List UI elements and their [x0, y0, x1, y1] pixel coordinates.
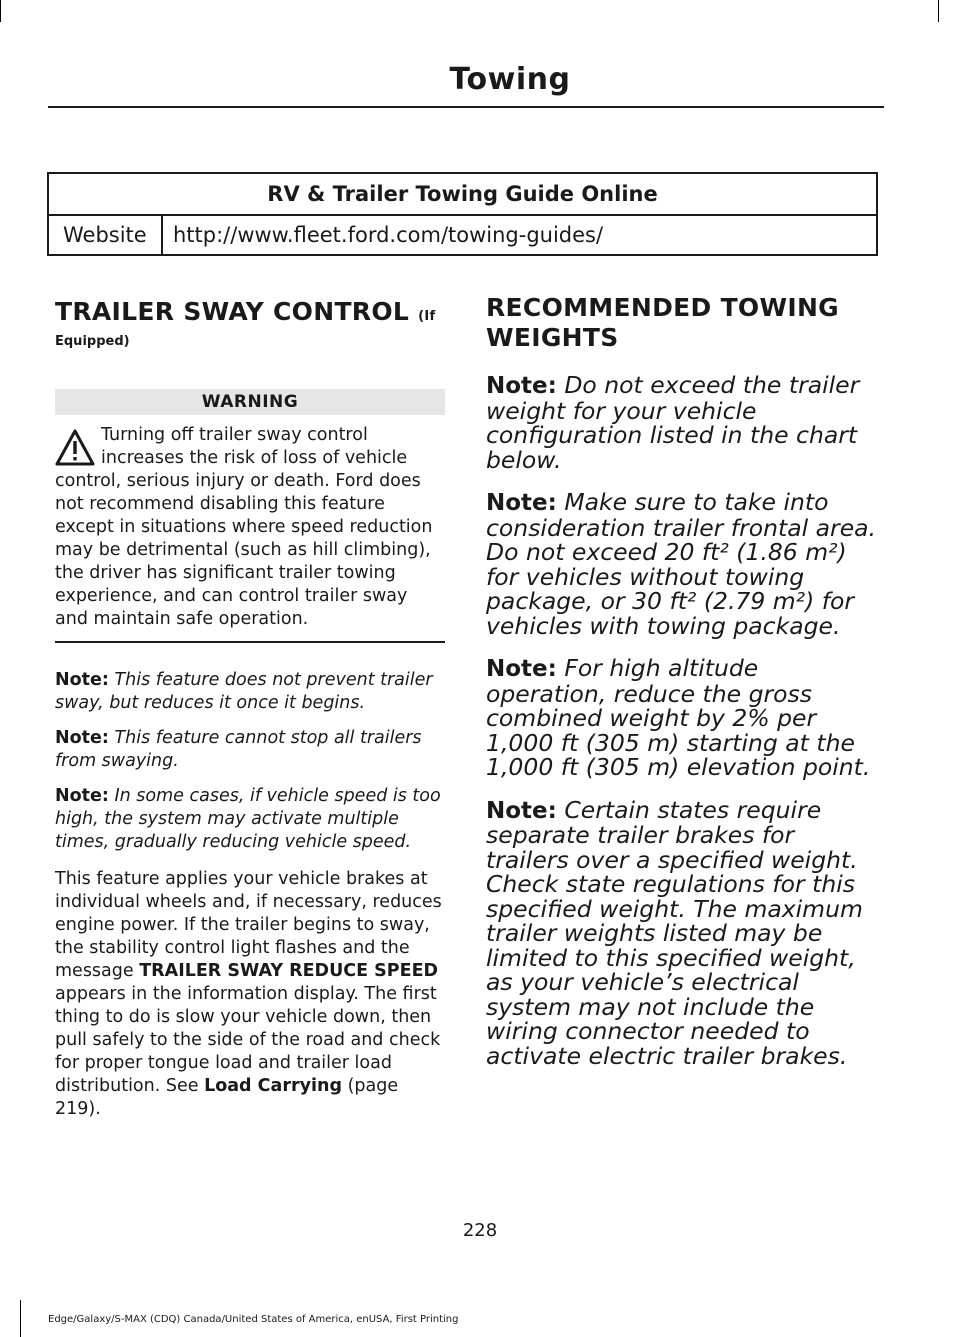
towing-weights-section	[486, 293, 882, 1068]
note-item	[486, 795, 882, 1070]
note-label: Note:	[486, 490, 557, 516]
note-label: Note:	[55, 786, 109, 806]
paragraph-text-2: appears in the information display. The first thing to do is slow your vehicle down, then pull safely to the side of the road and check for proper tongue load and trailer load distribution. See	[55, 984, 441, 1096]
page-number: 228	[462, 1220, 498, 1241]
load-carrying-link[interactable]: Load Carrying	[204, 1076, 342, 1096]
table-row	[49, 216, 876, 254]
note-label: Note:	[55, 670, 109, 690]
towing-guide-table	[47, 172, 878, 256]
header-divider	[48, 106, 884, 108]
note-label: Note:	[55, 728, 109, 748]
heading-text: TRAILER SWAY CONTROL	[55, 297, 410, 326]
warning-triangle-icon	[55, 428, 95, 468]
heading-suffix: (If	[418, 309, 436, 324]
warning-box	[55, 389, 445, 643]
page-title: Towing	[449, 62, 571, 97]
footer-crop-mark	[20, 1300, 21, 1337]
footer-text: Edge/Galaxy/S-MAX (CDQ) Canada/United States of America, enUSA, First Printing	[48, 1314, 459, 1325]
note-label: Note:	[486, 797, 557, 824]
crop-mark-top-right	[938, 0, 939, 22]
warning-body	[55, 424, 445, 631]
trailer-sway-section	[55, 297, 445, 1121]
crop-mark-top-left	[0, 0, 1, 22]
note-text: This feature cannot stop all trailers from swaying.	[55, 728, 422, 771]
website-url[interactable]: http://www.fleet.ford.com/towing-guides/	[173, 223, 604, 247]
page-reference: (page 219).	[55, 1076, 399, 1119]
note-item	[486, 373, 882, 472]
note-text: In some cases, if vehicle speed is too high, the system may activate multiple times, gradually reducing vehicle speed.	[55, 786, 441, 852]
website-label: Website	[49, 216, 163, 254]
section-heading-towing-weights	[486, 293, 882, 353]
note-item	[486, 490, 882, 638]
note-item	[55, 727, 445, 773]
note-label: Note:	[486, 656, 557, 682]
note-item	[486, 656, 882, 780]
warning-divider	[55, 641, 445, 643]
body-paragraph	[55, 868, 445, 1121]
heading-line-2: WEIGHTS	[486, 323, 619, 352]
note-text: Certain states require separate trailer brakes for trailers over a specified weight. Check state regulations for this specified weight. The maximum trailer weights listed may be limited to this specified weight, as your vehicle’s electrical system may not include the wiring connector needed to activate electric trailer brakes.	[486, 795, 863, 1070]
note-text: This feature does not prevent trailer sway, but reduces it once it begins.	[55, 670, 433, 713]
paragraph-text-1: This feature applies your vehicle brakes at individual wheels and, if necessary, reduces engine power. If the trailer begins to sway, the stability control light flashes and the message	[55, 869, 442, 981]
warning-label: WARNING	[55, 389, 445, 415]
note-text: Make sure to take into consideration trailer frontal area. Do not exceed 20 ft² (1.86 m²) for vehicles without towing package, or 30 ft² (2.79 m²) for vehicles with towing package.	[486, 488, 877, 640]
towing-guide-heading: RV & Trailer Towing Guide Online	[49, 174, 876, 216]
warning-text: Turning off trailer sway control increases the risk of loss of vehicle control, serious injury or death. Ford does not recommend disabling this feature except in situations where speed reduction may be detrimental (such as hill climbing), the driver has significant trailer towing experience, and can control trailer sway and maintain safe operation.	[55, 425, 433, 629]
heading-line-1: RECOMMENDED TOWING	[486, 293, 839, 322]
heading-subtext: Equipped)	[55, 334, 130, 349]
note-text: For high altitude operation, reduce the gross combined weight by 2% per 1,000 ft (305 m) starting at the 1,000 ft (305 m) elevation point.	[486, 654, 871, 781]
note-item	[55, 669, 445, 715]
section-heading-trailer-sway	[55, 297, 445, 328]
note-label: Note:	[486, 373, 557, 399]
note-item	[55, 785, 445, 854]
note-text: Do not exceed the trailer weight for your vehicle configuration listed in the chart below.	[486, 371, 860, 474]
display-message: TRAILER SWAY REDUCE SPEED	[139, 961, 439, 981]
